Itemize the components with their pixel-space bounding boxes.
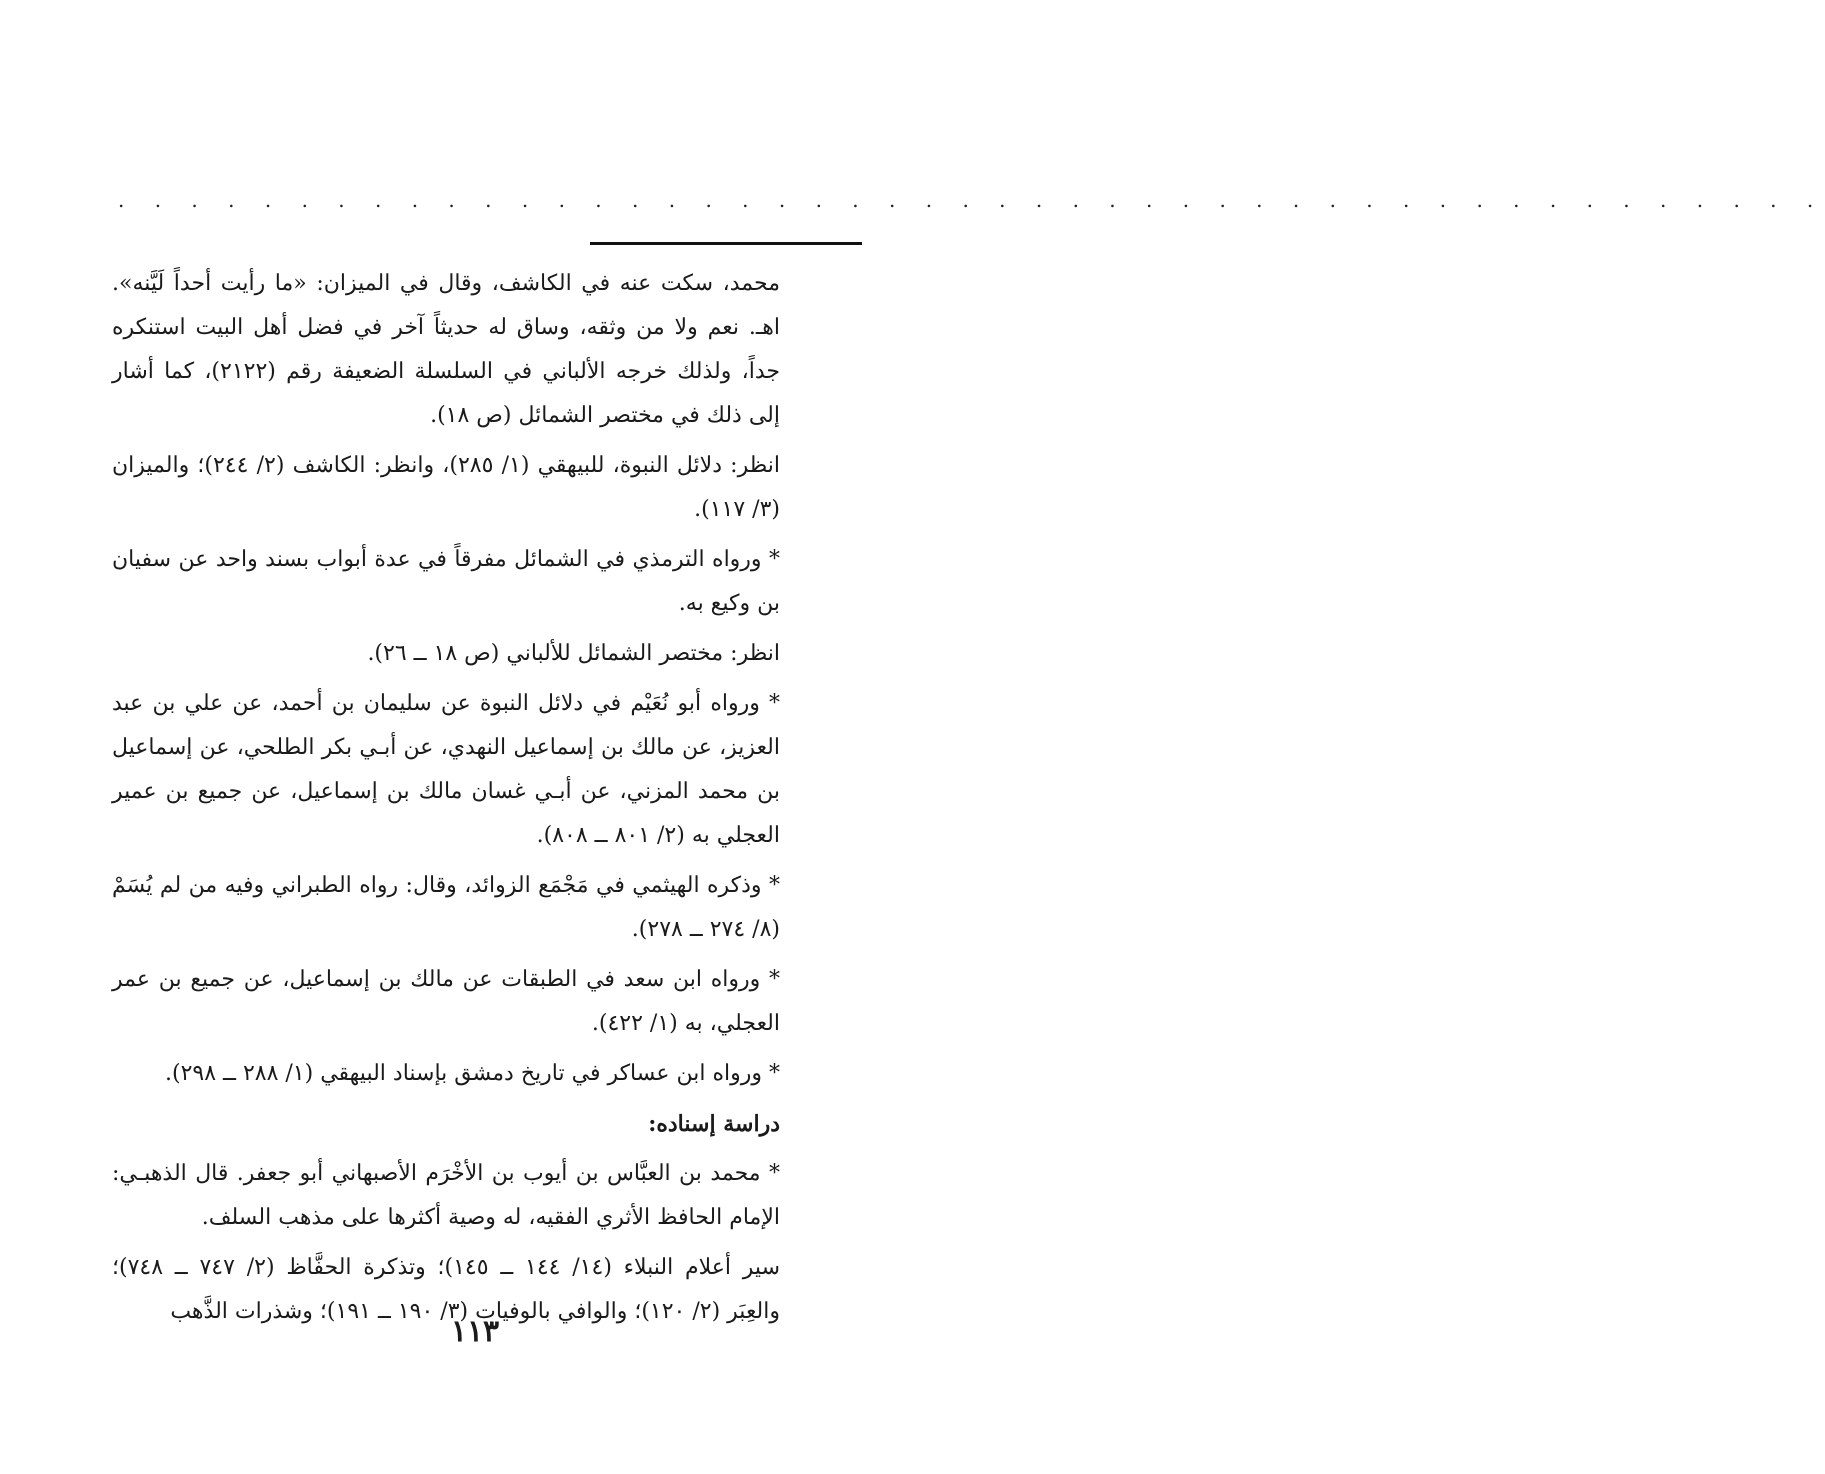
paragraph-3: * ورواه الترمذي في الشمائل مفرقاً في عدة أبواب بسند واحد عن سفيان بن وكيع به. [112,547,780,616]
section-heading: دراسة إسناده: [648,1111,780,1137]
separator-dots: . . . . . . . . . . . . . . . . . . . . . . . . . . . . . . . . . . . . . . . . . . . . . . . [118,188,1825,212]
page-number: ١١٣ [450,1314,500,1349]
paragraph-7: * ورواه ابن سعد في الطبقات عن مالك بن إسماعيل، عن جميع بن عمر العجلي، به (١/ ٤٢٢). [112,967,780,1036]
footnote-text [112,262,780,1340]
study-paragraph-2: سير أعلام النبلاء (١٤/ ١٤٤ ــ ١٤٥)؛ وتذكرة الحفَّاظ (٢/ ٧٤٧ ــ ٧٤٨)؛ والعِبَر (٢/ ١٢٠)؛ والوافي بالوفيات (٣/ ١٩٠ ــ ١٩١)؛ وشذرات الذَّهب [112,1255,780,1324]
paragraph-2: انظر: دلائل النبوة، للبيهقي (١/ ٢٨٥)، وانظر: الكاشف (٢/ ٢٤٤)؛ والميزان (٣/ ١١٧). [112,453,781,522]
footnote-rule [590,242,862,245]
paragraph-6: * وذكره الهيثمي في مَجْمَع الزوائد، وقال: رواه الطبراني وفيه من لم يُسَمْ (٨/ ٢٧٤ ــ ٢٧٨). [112,873,780,942]
paragraph-8: * ورواه ابن عساكر في تاريخ دمشق بإسناد البيهقي (١/ ٢٨٨ ــ ٢٩٨). [165,1061,780,1086]
paragraph-5: * ورواه أبو نُعَيْم في دلائل النبوة عن سليمان بن أحمد، عن علي بن عبد العزيز، عن مالك بن إسماعيل النهدي، عن أبـي بكر الطلحي، عن إسماعيل بن محمد المزني، عن أبـي غسان مالك بن إسماعيل، عن جميع بن عمير العجلي به (٢/ ٨٠١ ــ ٨٠٨). [112,691,780,848]
paragraph-4: انظر: مختصر الشمائل للألباني (ص ١٨ ــ ٢٦). [367,641,780,666]
paragraph-1: محمد، سكت عنه في الكاشف، وقال في الميزان: «ما رأيت أحداً لَيَّنه». اهـ. نعم ولا من وثقه، وساق له حديثاً آخر في فضل أهل البيت استنكره جداً، ولذلك خرجه الألباني في السلسلة الضعيفة رقم (٢١٢٢)، كما أشار إلى ذلك في مختصر الشمائل (ص ١٨). [112,271,780,428]
study-paragraph-1: * محمد بن العبَّاس بن أيوب بن الأخْرَم الأصبهاني أبو جعفر. قال الذهبـي: الإمام الحافظ الأثري الفقيه، له وصية أكثرها على مذهب السلف. [112,1161,780,1230]
